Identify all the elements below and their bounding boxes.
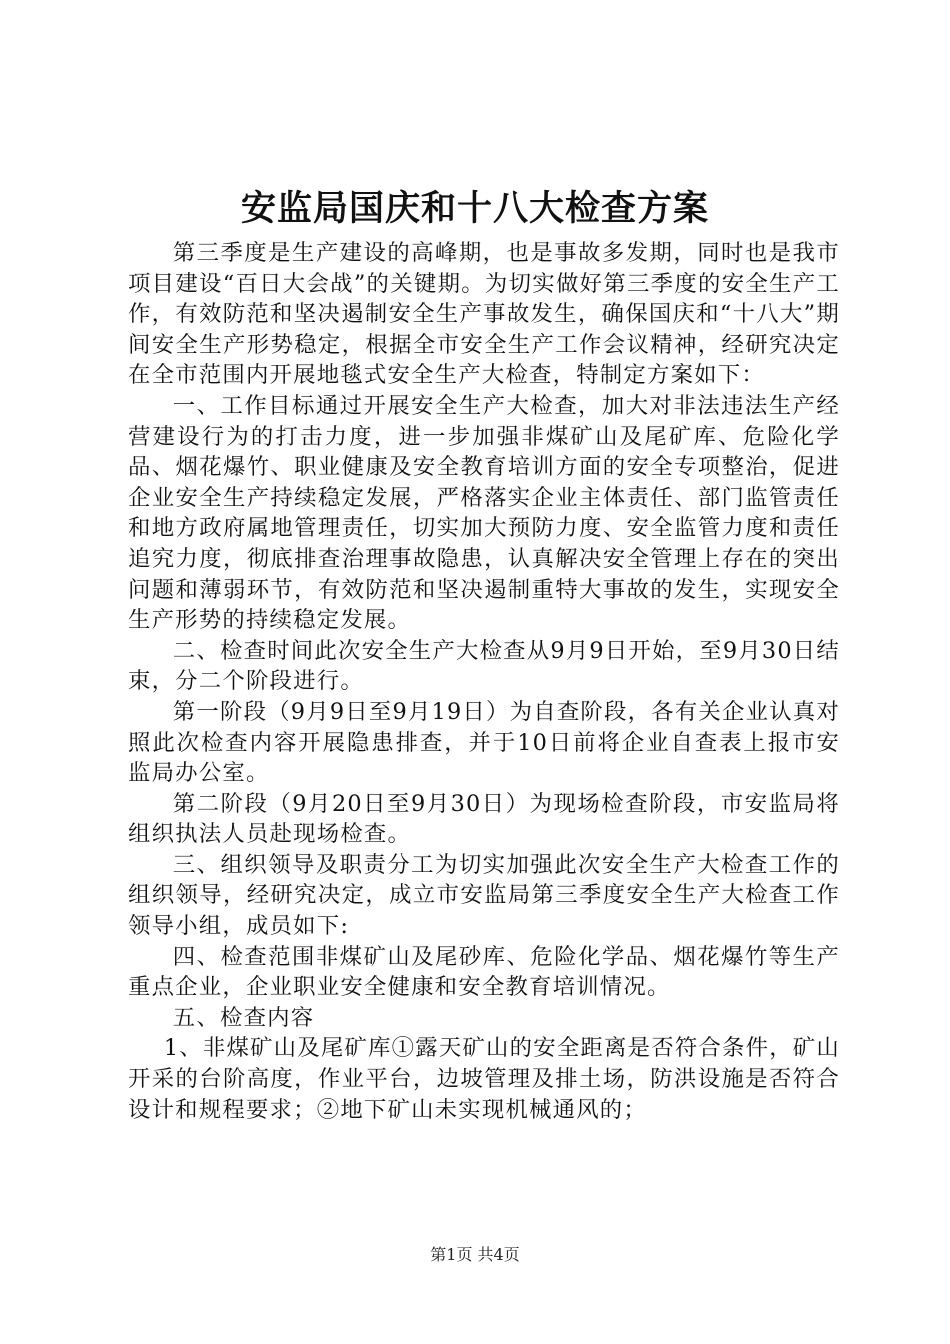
paragraph-intro: 第三季度是生产建设的高峰期，也是事故多发期，同时也是我市项目建设“百日大会战”的关键期。为切实做好第三季度的安全生产工作，有效防范和坚决遏制安全生产事故发生，确保国庆和“十八大”期间安全生产形势稳定，根据全市安全生产工作会议精神，经研究决定在全市范围内开展地毯式安全生产大检查，特制定方案如下： — [128, 240, 840, 389]
paragraph-content-heading: 五、检查内容 — [172, 1004, 315, 1031]
paragraph-phase-one: 第一阶段（9月9日至9月19日）为自查阶段，各有关企业认真对照此次检查内容开展隐患排查，并于10日前将企业自查表上报市安监局办公室。 — [128, 698, 840, 787]
document-title: 安监局国庆和十八大检查方案 — [240, 188, 709, 229]
paragraph-phase-two: 第二阶段（9月20日至9月30日）为现场检查阶段，市安监局将组织执法人员赴现场检查。 — [128, 790, 840, 848]
paragraph-organization: 三、组织领导及职责分工为切实加强此次安全生产大检查工作的组织领导，经研究决定，成立市安监局第三季度安全生产大检查工作领导小组，成员如下: — [128, 851, 840, 940]
paragraph-work-goal: 一、工作目标通过开展安全生产大检查，加大对非法违法生产经营建设行为的打击力度，进一步加强非煤矿山及尾矿库、危险化学品、烟花爆竹、职业健康及安全教育培训方面的安全专项整治，促进企业安全生产持续稳定发展，严格落实企业主体责任、部门监管责任和地方政府属地管理责任，切实加大预防力度、安全监管力度和责任追究力度，彻底排查治理事故隐患，认真解决安全管理上存在的突出问题和薄弱环节，有效防范和坚决遏制重特大事故的发生，实现安全生产形势的持续稳定发展。 — [128, 392, 840, 634]
paragraph-scope: 四、检查范围非煤矿山及尾砂库、危险化学品、烟花爆竹等生产重点企业，企业职业安全健康和安全教育培训情况。 — [128, 943, 840, 1001]
paragraph-mining-item: 1、非煤矿山及尾矿库①露天矿山的安全距离是否符合条件，矿山开采的台阶高度，作业平台，边坡管理及排土场，防洪设施是否符合设计和规程要求；②地下矿山未实现机械通风的； — [128, 1035, 840, 1123]
page-footer: 第1页 共4页 — [430, 1245, 520, 1264]
document-body — [128, 238, 840, 1125]
paragraph-inspection-time: 二、检查时间此次安全生产大检查从9月9日开始，至9月30日结束，分二个阶段进行。 — [128, 637, 840, 695]
